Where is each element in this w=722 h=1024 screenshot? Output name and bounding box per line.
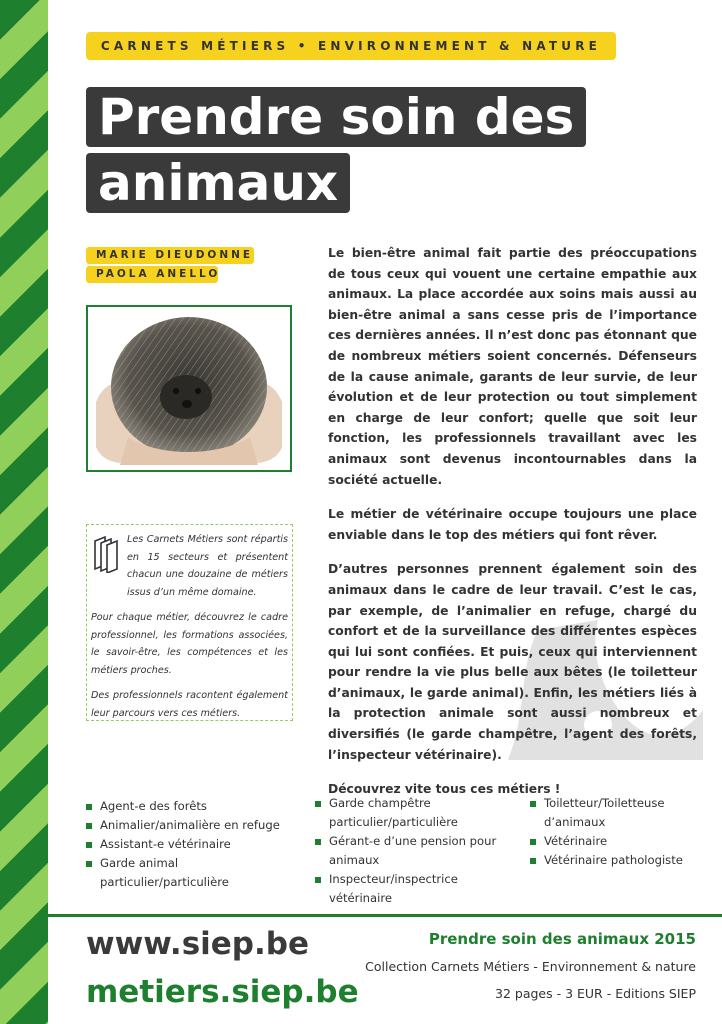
list-item: Vétérinaire pathologiste [530, 851, 710, 870]
list-item: Animalier/animalière en refuge [86, 816, 286, 835]
info-paragraph-3: Des professionnels racontent également leur parcours vers ces métiers. [91, 690, 288, 719]
intro-paragraph-4: Découvrez vite tous ces métiers ! [328, 782, 561, 797]
diagonal-stripe-band [0, 0, 48, 1024]
job-list-3 [530, 794, 710, 870]
author-1: MARIE DIEUDONNE [86, 247, 254, 264]
footer-details: 32 pages - 3 EUR - Editions SIEP [495, 986, 696, 1001]
title-line-2: animaux [86, 153, 350, 213]
intro-text [328, 243, 697, 814]
footer-collection: Collection Carnets Métiers - Environnement & nature [365, 959, 696, 974]
author-2: PAOLA ANELLO [86, 266, 218, 283]
list-item: Vétérinaire [530, 832, 710, 851]
hedgehog-photo [86, 305, 292, 472]
intro-paragraph-1: Le bien-être animal fait partie des préoccupations de tous ceux qui vouent une certaine empathie aux animaux. La place accordée aux soins mais aussi au bien-être animal a sans cesse pris de l’importance ces dernières années. Il n’est donc pas étonnant que de nombreux métiers soient concernés. Défenseurs de la cause animale, garants de leur survie, de leur évolution et de leur protection ou tout simplement en charge de leur confort; quelle que soit leur fonction, les professionnels travaillant avec les animaux sont devenus incontournables dans la société actuelle. [328, 246, 697, 487]
intro-paragraph-2: Le métier de vétérinaire occupe toujours une place enviable dans le top des métiers qui font rêver. [328, 507, 697, 542]
job-list-2 [315, 794, 510, 908]
footer-divider [48, 914, 722, 917]
metiers-url[interactable]: metiers.siep.be [86, 974, 359, 1010]
list-item: Inspecteur/inspectrice vétérinaire [315, 870, 510, 908]
info-paragraph-1: Les Carnets Métiers sont répartis en 15 secteurs et présentent chacun une douzaine de métiers issus d’un même domaine. [127, 534, 288, 598]
job-list-1 [86, 797, 286, 892]
list-item: Agent-e des forêts [86, 797, 286, 816]
title-line-1: Prendre soin des [86, 87, 586, 147]
hedgehog-image [88, 307, 290, 470]
footer-book-title: Prendre soin des animaux 2015 [428, 930, 696, 948]
list-item: Assistant-e vétérinaire [86, 835, 286, 854]
info-paragraph-2: Pour chaque métier, découvrez le cadre professionnel, les formations associées, le savoir-être, les compétences et les métiers proches. [91, 612, 288, 676]
collection-info-box [86, 524, 293, 721]
series-band: CARNETS MÉTIERS • ENVIRONNEMENT & NATURE [86, 32, 616, 60]
siep-url[interactable]: www.siep.be [86, 926, 309, 962]
list-item: Toiletteur/Toiletteuse d’animaux [530, 794, 710, 832]
list-item: Gérant-e d’une pension pour animaux [315, 832, 510, 870]
books-icon [91, 535, 127, 601]
list-item: Garde animal particulier/particulière [86, 854, 286, 892]
intro-paragraph-3: D’autres personnes prennent également soin des animaux dans le cadre de leur travail. C’est le cas, par exemple, de l’animalier en refuge, chargé du confort et de la surveillance des différentes espèces qui lui sont confiées. Et puis, ceux qui interviennent pour rendre la vie plus belle aux bêtes (le toiletteur d’animaux, le garde animal). Enfin, les métiers liés à la protection animale sont aussi nombreux et diversifiés (le garde champêtre, l’agent des forêts, l’inspecteur vétérinaire). [328, 562, 697, 762]
list-item: Garde champêtre particulier/particulière [315, 794, 510, 832]
